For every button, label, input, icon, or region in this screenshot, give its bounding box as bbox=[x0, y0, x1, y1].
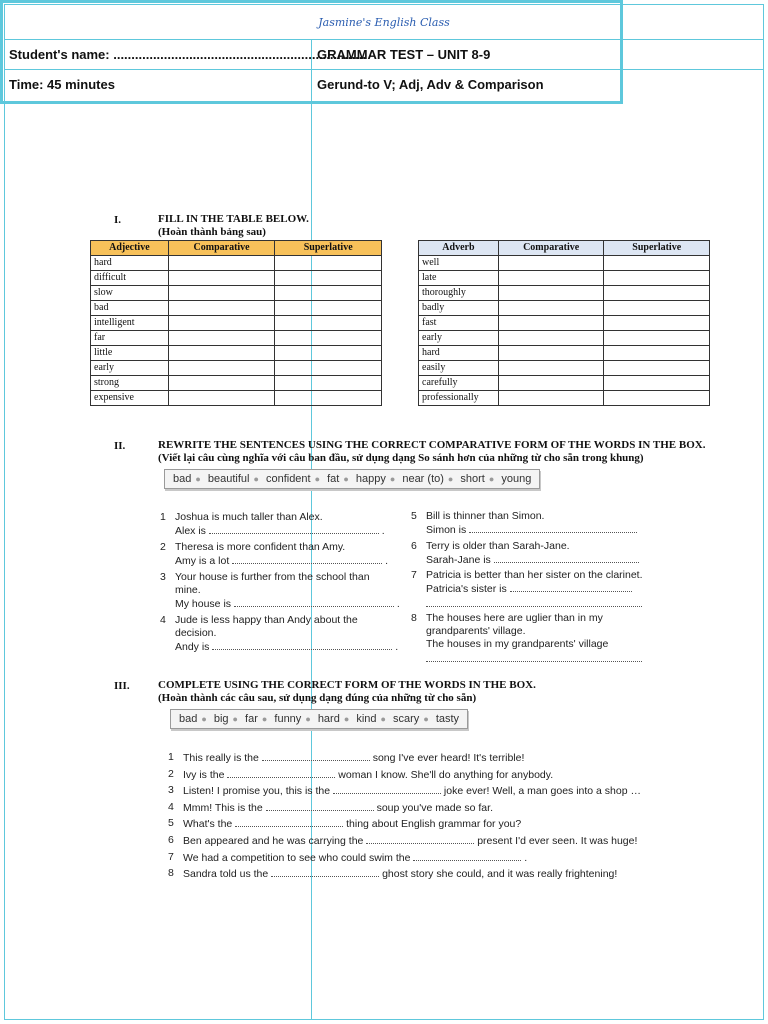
student-name-field[interactable]: Student's name: ...................................................................... bbox=[9, 47, 367, 62]
item-number: 1 bbox=[160, 511, 166, 523]
item-text-after: soup you've made so far. bbox=[376, 802, 493, 814]
item-sentence: Theresa is more confident than Amy. bbox=[175, 541, 346, 553]
answer-blank[interactable] bbox=[212, 640, 392, 650]
adjective-cell: intelligent bbox=[91, 316, 169, 331]
item-text-after: song I've ever heard! It's terrible! bbox=[372, 752, 525, 764]
table-row bbox=[91, 376, 382, 391]
exercise2-item-4 bbox=[160, 614, 410, 658]
comparative-answer-cell[interactable] bbox=[168, 271, 275, 286]
item-number: 2 bbox=[160, 541, 166, 553]
bullet-icon: ● bbox=[389, 474, 396, 484]
exercise2-item-2 bbox=[160, 541, 410, 571]
item-text-after: joke ever! Well, a man goes into a shop … bbox=[443, 785, 641, 797]
item-prompt: My house is bbox=[175, 598, 232, 610]
comparative-answer-cell[interactable] bbox=[498, 361, 604, 376]
exercise3-item-5 bbox=[168, 817, 648, 831]
item-sentence-cont: decision. bbox=[175, 627, 217, 639]
comparative-answer-cell[interactable] bbox=[498, 271, 604, 286]
item-text-before: Ben appeared and he was carrying the bbox=[183, 835, 364, 847]
bullet-icon: ● bbox=[343, 474, 349, 484]
box-word: scary bbox=[393, 713, 420, 725]
superlative-answer-cell[interactable] bbox=[604, 316, 710, 331]
answer-blank[interactable] bbox=[232, 554, 382, 564]
superlative-answer-cell[interactable] bbox=[604, 286, 710, 301]
comparative-answer-cell[interactable] bbox=[168, 391, 275, 406]
adverb-cell: professionally bbox=[419, 391, 499, 406]
section2-subtitle: (Viết lại câu cùng nghĩa với câu ban đầu, sử dụng dạng So sánh hơn của những từ cho sẵn trong khung) bbox=[158, 452, 644, 464]
item-text-before: Listen! I promise you, this is the bbox=[183, 785, 331, 797]
comparative-answer-cell[interactable] bbox=[498, 316, 604, 331]
comparative-answer-cell[interactable] bbox=[498, 286, 604, 301]
item-text-before: This really is the bbox=[183, 752, 259, 764]
adverb-cell: early bbox=[419, 331, 499, 346]
comparative-answer-cell[interactable] bbox=[498, 331, 604, 346]
bullet-icon: ● bbox=[488, 474, 495, 484]
item-end: . bbox=[385, 555, 389, 567]
item-sentence: Bill is thinner than Simon. bbox=[426, 510, 545, 522]
bullet-icon: ● bbox=[423, 714, 429, 724]
item-text-after: ghost story she could, and it was really frightening! bbox=[382, 868, 618, 880]
section3-title: COMPLETE USING THE CORRECT FORM OF THE WORDS IN THE BOX. bbox=[158, 679, 536, 691]
adverb-cell: fast bbox=[419, 316, 499, 331]
item-text-before: Ivy is the bbox=[183, 769, 225, 781]
item-number: 7 bbox=[168, 851, 174, 863]
word-box-section3 bbox=[170, 709, 468, 729]
header-divider bbox=[5, 69, 763, 70]
item-prompt: Patricia's sister is bbox=[426, 583, 507, 595]
superlative-answer-cell[interactable] bbox=[275, 361, 382, 376]
answer-blank[interactable] bbox=[333, 784, 441, 794]
comparative-answer-cell[interactable] bbox=[168, 316, 275, 331]
superlative-answer-cell[interactable] bbox=[275, 316, 382, 331]
table-row bbox=[91, 391, 382, 406]
box-word: fat bbox=[327, 473, 340, 485]
box-word: beautiful bbox=[207, 473, 250, 485]
col-header-adverb: Adverb bbox=[419, 241, 499, 256]
answer-blank[interactable] bbox=[271, 867, 379, 877]
adverb-table bbox=[418, 240, 710, 406]
section1-title: FILL IN THE TABLE BELOW. bbox=[158, 213, 309, 225]
comparative-answer-cell[interactable] bbox=[168, 346, 275, 361]
adjective-cell: little bbox=[91, 346, 169, 361]
superlative-answer-cell[interactable] bbox=[604, 391, 710, 406]
exercise2-item-6 bbox=[411, 540, 646, 570]
item-number: 4 bbox=[160, 614, 166, 626]
item-sentence-cont: grandparents' village. bbox=[426, 625, 526, 637]
adjective-cell: strong bbox=[91, 376, 169, 391]
item-number: 7 bbox=[411, 569, 417, 581]
table-row bbox=[419, 286, 710, 301]
word-box-section2 bbox=[164, 469, 540, 489]
item-number: 1 bbox=[168, 751, 174, 763]
exercise3-item-7 bbox=[168, 851, 648, 865]
table-row bbox=[419, 316, 710, 331]
box-word: big bbox=[213, 713, 229, 725]
comparative-answer-cell[interactable] bbox=[168, 331, 275, 346]
item-number: 3 bbox=[160, 571, 166, 583]
box-word: hard bbox=[317, 713, 340, 725]
exercise2-item-5 bbox=[411, 510, 646, 540]
item-number: 6 bbox=[168, 834, 174, 846]
col-header-superlative: Superlative bbox=[275, 241, 382, 256]
comparative-answer-cell[interactable] bbox=[168, 361, 275, 376]
adjective-cell: slow bbox=[91, 286, 169, 301]
superlative-answer-cell[interactable] bbox=[275, 271, 382, 286]
answer-blank[interactable] bbox=[209, 524, 379, 534]
exercise2-item-1 bbox=[160, 511, 410, 541]
bullet-icon: ● bbox=[261, 714, 268, 724]
answer-blank[interactable] bbox=[494, 553, 639, 563]
exercise2-item-8 bbox=[411, 612, 646, 657]
item-text-after: woman I know. She'll do anything for anybody. bbox=[338, 769, 554, 781]
item-prompt: Amy is a lot bbox=[175, 555, 230, 567]
item-sentence-cont: mine. bbox=[175, 584, 201, 596]
answer-blank[interactable] bbox=[510, 582, 632, 592]
comparative-answer-cell[interactable] bbox=[498, 256, 604, 271]
item-end: . bbox=[395, 641, 399, 653]
table-header-row bbox=[419, 241, 710, 256]
time-label: Time: 45 minutes bbox=[9, 77, 115, 92]
item-text-after: thing about English grammar for you? bbox=[346, 818, 522, 830]
adjective-cell: early bbox=[91, 361, 169, 376]
table-row bbox=[419, 331, 710, 346]
comparative-answer-cell[interactable] bbox=[168, 301, 275, 316]
superlative-answer-cell[interactable] bbox=[275, 331, 382, 346]
item-prompt: Alex is bbox=[175, 525, 206, 537]
table-row bbox=[91, 271, 382, 286]
item-end: . bbox=[381, 525, 385, 537]
answer-blank[interactable] bbox=[366, 834, 474, 844]
item-number: 8 bbox=[411, 612, 417, 624]
table-row bbox=[419, 256, 710, 271]
col-header-comparative: Comparative bbox=[168, 241, 275, 256]
section3-subtitle: (Hoàn thành các câu sau, sử dụng dạng đúng của những từ cho sẵn) bbox=[158, 692, 477, 704]
superlative-answer-cell[interactable] bbox=[604, 346, 710, 361]
section1-number: I. bbox=[114, 214, 122, 226]
table-row bbox=[419, 376, 710, 391]
comparative-answer-cell[interactable] bbox=[498, 346, 604, 361]
bullet-icon: ● bbox=[305, 714, 311, 724]
adjective-cell: bad bbox=[91, 301, 169, 316]
exercise3-item-8 bbox=[168, 867, 648, 881]
table-row bbox=[419, 391, 710, 406]
exercise3-item-3 bbox=[168, 784, 648, 798]
answer-blank-line[interactable] bbox=[426, 605, 642, 607]
adverb-cell: easily bbox=[419, 361, 499, 376]
bullet-icon: ● bbox=[232, 714, 238, 724]
adverb-cell: late bbox=[419, 271, 499, 286]
header-box bbox=[0, 0, 623, 104]
superlative-answer-cell[interactable] bbox=[604, 301, 710, 316]
item-prompt: Sarah-Jane is bbox=[426, 554, 491, 566]
box-word: young bbox=[501, 473, 532, 485]
topics-label: Gerund-to V; Adj, Adv & Comparison bbox=[317, 77, 544, 92]
bullet-icon: ● bbox=[343, 714, 350, 724]
comparative-answer-cell[interactable] bbox=[498, 391, 604, 406]
exercise2-item-3 bbox=[160, 571, 410, 615]
answer-blank[interactable] bbox=[413, 851, 521, 861]
item-sentence: Joshua is much taller than Alex. bbox=[175, 511, 323, 523]
superlative-answer-cell[interactable] bbox=[275, 376, 382, 391]
item-sentence: Terry is older than Sarah-Jane. bbox=[426, 540, 570, 552]
exercise3-item-1 bbox=[168, 751, 648, 765]
comparative-answer-cell[interactable] bbox=[498, 376, 604, 391]
box-word: bad bbox=[173, 473, 192, 485]
answer-blank[interactable] bbox=[235, 817, 343, 827]
header-divider bbox=[5, 39, 763, 40]
table-row bbox=[91, 346, 382, 361]
item-number: 5 bbox=[168, 817, 174, 829]
superlative-answer-cell[interactable] bbox=[604, 256, 710, 271]
table-row bbox=[91, 331, 382, 346]
superlative-answer-cell[interactable] bbox=[275, 286, 382, 301]
adverb-cell: hard bbox=[419, 346, 499, 361]
exercise2-item-7 bbox=[411, 569, 646, 609]
answer-blank-line[interactable] bbox=[426, 660, 642, 662]
box-word: near (to) bbox=[402, 473, 444, 485]
item-text-before: Mmm! This is the bbox=[183, 802, 263, 814]
bullet-icon: ● bbox=[253, 474, 259, 484]
bullet-icon: ● bbox=[380, 714, 386, 724]
superlative-answer-cell[interactable] bbox=[275, 256, 382, 271]
col-header-superlative: Superlative bbox=[604, 241, 710, 256]
item-prompt: The houses in my grandparents' village bbox=[426, 638, 609, 650]
bullet-icon: ● bbox=[314, 474, 321, 484]
adverb-cell: well bbox=[419, 256, 499, 271]
table-row bbox=[419, 301, 710, 316]
box-word: short bbox=[460, 473, 485, 485]
item-number: 8 bbox=[168, 867, 174, 879]
box-word: confident bbox=[265, 473, 311, 485]
col-header-comparative: Comparative bbox=[498, 241, 604, 256]
item-sentence: Your house is further from the school than bbox=[175, 571, 370, 583]
superlative-answer-cell[interactable] bbox=[275, 346, 382, 361]
item-number: 5 bbox=[411, 510, 417, 522]
comparative-answer-cell[interactable] bbox=[168, 376, 275, 391]
superlative-answer-cell[interactable] bbox=[604, 361, 710, 376]
table-row bbox=[419, 361, 710, 376]
comparative-answer-cell[interactable] bbox=[498, 301, 604, 316]
adverb-cell: carefully bbox=[419, 376, 499, 391]
item-text-after: present I'd ever seen. It was huge! bbox=[477, 835, 638, 847]
table-row bbox=[419, 271, 710, 286]
answer-blank[interactable] bbox=[469, 523, 637, 533]
section2-number: II. bbox=[114, 440, 126, 452]
table-header-row bbox=[91, 241, 382, 256]
item-sentence: Jude is less happy than Andy about the bbox=[175, 614, 358, 626]
superlative-answer-cell[interactable] bbox=[604, 376, 710, 391]
exercise3-item-4 bbox=[168, 801, 648, 815]
adjective-cell: expensive bbox=[91, 391, 169, 406]
class-name: Jasmine's English Class bbox=[318, 16, 450, 29]
item-text-before: What's the bbox=[183, 818, 233, 830]
adjective-cell: difficult bbox=[91, 271, 169, 286]
item-sentence: Patricia is better than her sister on the clarinet. bbox=[426, 569, 643, 581]
item-prompt: Andy is bbox=[175, 641, 210, 653]
superlative-answer-cell[interactable] bbox=[604, 331, 710, 346]
item-text-after: . bbox=[524, 852, 528, 864]
adverb-cell: badly bbox=[419, 301, 499, 316]
answer-blank[interactable] bbox=[227, 768, 335, 778]
bullet-icon: ● bbox=[195, 474, 201, 484]
item-prompt: Simon is bbox=[426, 524, 467, 536]
bullet-icon: ● bbox=[201, 714, 207, 724]
box-word: funny bbox=[274, 713, 302, 725]
item-sentence: The houses here are uglier than in my bbox=[426, 612, 603, 624]
section3-number: III. bbox=[114, 680, 130, 692]
table-row bbox=[91, 316, 382, 331]
adverb-cell: thoroughly bbox=[419, 286, 499, 301]
adjective-cell: hard bbox=[91, 256, 169, 271]
item-text-before: Sandra told us the bbox=[183, 868, 269, 880]
test-title: GRAMMAR TEST – UNIT 8-9 bbox=[317, 47, 491, 62]
comparative-answer-cell[interactable] bbox=[168, 286, 275, 301]
table-row bbox=[91, 301, 382, 316]
table-row bbox=[91, 256, 382, 271]
adjective-table bbox=[90, 240, 382, 406]
answer-blank[interactable] bbox=[234, 597, 394, 607]
item-text-before: We had a competition to see who could swim the bbox=[183, 852, 411, 864]
item-number: 3 bbox=[168, 784, 174, 796]
section2-title: REWRITE THE SENTENCES USING THE CORRECT COMPARATIVE FORM OF THE WORDS IN THE BOX. bbox=[158, 439, 706, 451]
superlative-answer-cell[interactable] bbox=[275, 301, 382, 316]
superlative-answer-cell[interactable] bbox=[275, 391, 382, 406]
item-end: . bbox=[396, 598, 400, 610]
item-number: 4 bbox=[168, 801, 174, 813]
box-word: tasty bbox=[435, 713, 460, 725]
col-header-adjective: Adjective bbox=[91, 241, 169, 256]
section1-subtitle: (Hoàn thành bảng sau) bbox=[158, 226, 266, 238]
table-row bbox=[91, 286, 382, 301]
comparative-answer-cell[interactable] bbox=[168, 256, 275, 271]
item-number: 2 bbox=[168, 768, 174, 780]
answer-blank[interactable] bbox=[266, 801, 374, 811]
bullet-icon: ● bbox=[447, 474, 454, 484]
table-row bbox=[419, 346, 710, 361]
box-word: happy bbox=[355, 473, 386, 485]
box-word: kind bbox=[356, 713, 377, 725]
exercise3-item-6 bbox=[168, 834, 648, 848]
exercise3-item-2 bbox=[168, 768, 648, 782]
item-number: 6 bbox=[411, 540, 417, 552]
adjective-cell: far bbox=[91, 331, 169, 346]
superlative-answer-cell[interactable] bbox=[604, 271, 710, 286]
table-row bbox=[91, 361, 382, 376]
box-word: far bbox=[245, 713, 258, 725]
box-word: bad bbox=[179, 713, 198, 725]
answer-blank[interactable] bbox=[262, 751, 370, 761]
